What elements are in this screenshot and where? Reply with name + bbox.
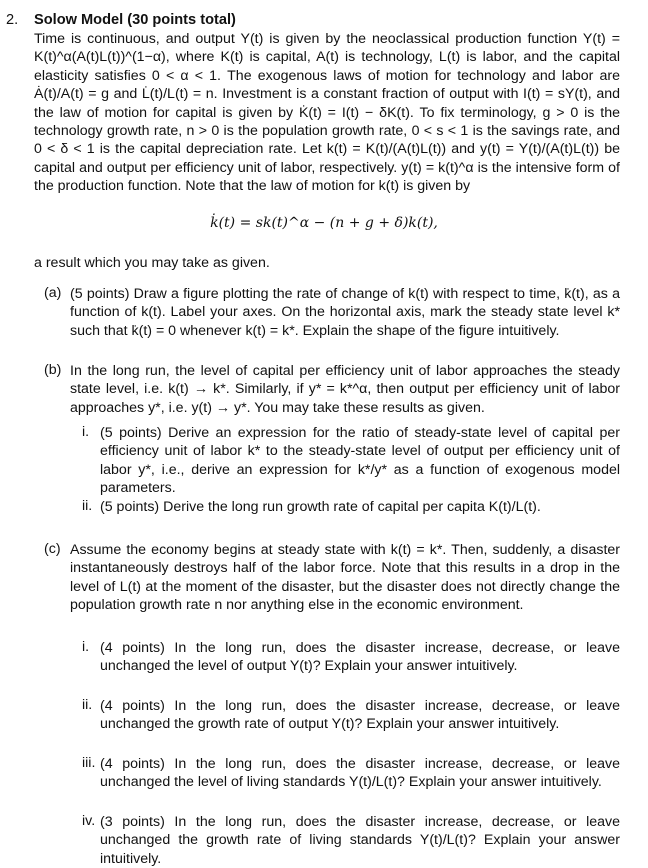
part-c-iii-text: (4 points) In the long run, does the disaster increase, decrease, or leave unchanged the level of living standards Y(t)/L(t)? Explain your answer intuitively. (100, 756, 620, 791)
part-c-iv-label: iv. (82, 813, 96, 829)
question-title: Solow Model (30 points total) (34, 12, 236, 28)
question-heading (6, 12, 236, 28)
part-b-label: (b) (44, 362, 62, 378)
part-c-ii-label: ii. (82, 697, 93, 713)
part-b-text: In the long run, the level of capital per efficiency unit of labor approaches the steady state level, i.e. k(t) → k*. Similarly, if y* = k*^α, then output per efficiency unit of labor approaches y*, i.e. y(t) → y*. You may take these results as given. (70, 363, 620, 416)
part-c-iv-text: (3 points) In the long run, does the disaster increase, decrease, or leave unchanged the growth rate of living standards Y(t)/L(t)? Explain your answer intuitively. (100, 814, 620, 867)
part-b-i-text: (5 points) Derive an expression for the ratio of steady-state level of capital per efficiency unit of labor k* to the steady-state level of output per efficiency unit of labor y*, i.e., derive an expression for k*/y* as a function of exogenous model parameters. (100, 425, 620, 497)
part-c-text: Assume the economy begins at steady state with k(t) = k*. Then, suddenly, a disaster instantaneously destroys half of the labor force. Note that this results in a drop in the level of L(t) at the moment of the disaster, but the disaster does not directly change the population growth rate n nor anything else in the economic environment. (70, 542, 620, 614)
part-a-label: (a) (44, 285, 62, 301)
part-c-i-label: i. (82, 639, 90, 655)
part-b-ii-text: (5 points) Derive the long run growth rate of capital per capita K(t)/L(t). (100, 499, 541, 515)
law-of-motion-equation: k̇(t) = sk(t)^α − (n + g + δ)k(t), (210, 215, 438, 231)
question-number: 2. (6, 12, 19, 28)
part-c-i-text: (4 points) In the long run, does the disaster increase, decrease, or leave unchanged the level of output Y(t)? Explain your answer intuitively. (100, 640, 620, 675)
part-b-i-label: i. (82, 424, 90, 440)
intro-paragraph: Time is continuous, and output Y(t) is given by the neoclassical production function Y(t) = K(t)^α(A(t)L(t))^(1−α), where K(t) is capital, A(t) is technology, L(t) is labor, and the capital elasticity satisfies 0 < α < 1. The exogenous laws of motion for technology and labor are Ȧ(t)/A(t) = g and L̇(t)/L(t) = n. Investment is a constant fraction of output with I(t) = sY(t), and the law of motion for capital is given by K̇(t) = I(t) − δK(t). To fix terminology, g > 0 is the technology growth rate, n > 0 is the population growth rate, 0 < s < 1 is the savings rate, and 0 < δ < 1 is the capital depreciation rate. Let k(t) = K(t)/(A(t)L(t)) and y(t) = Y(t)/(A(t)L(t)) be capital and output per efficiency unit of labor, respectively. y(t) = k(t)^α is the intensive form of the production function. Note that the law of motion for k(t) is given by (34, 31, 620, 195)
part-c-ii-text: (4 points) In the long run, does the disaster increase, decrease, or leave unchanged the growth rate of output Y(t)? Explain your answer intuitively. (100, 698, 620, 733)
part-b-ii-label: ii. (82, 498, 93, 514)
part-c-label: (c) (44, 541, 61, 557)
part-c-iii-label: iii. (82, 755, 96, 771)
intro-closing-text: a result which you may take as given. (34, 255, 270, 271)
part-a-text: (5 points) Draw a figure plotting the rate of change of k(t) with respect to time, k̇(t), as a function of k(t). Label your axes. On the horizontal axis, mark the steady state level k* such that k̇(t) = 0 whenever k(t) = k*. Explain the shape of the figure intuitively. (70, 286, 620, 339)
